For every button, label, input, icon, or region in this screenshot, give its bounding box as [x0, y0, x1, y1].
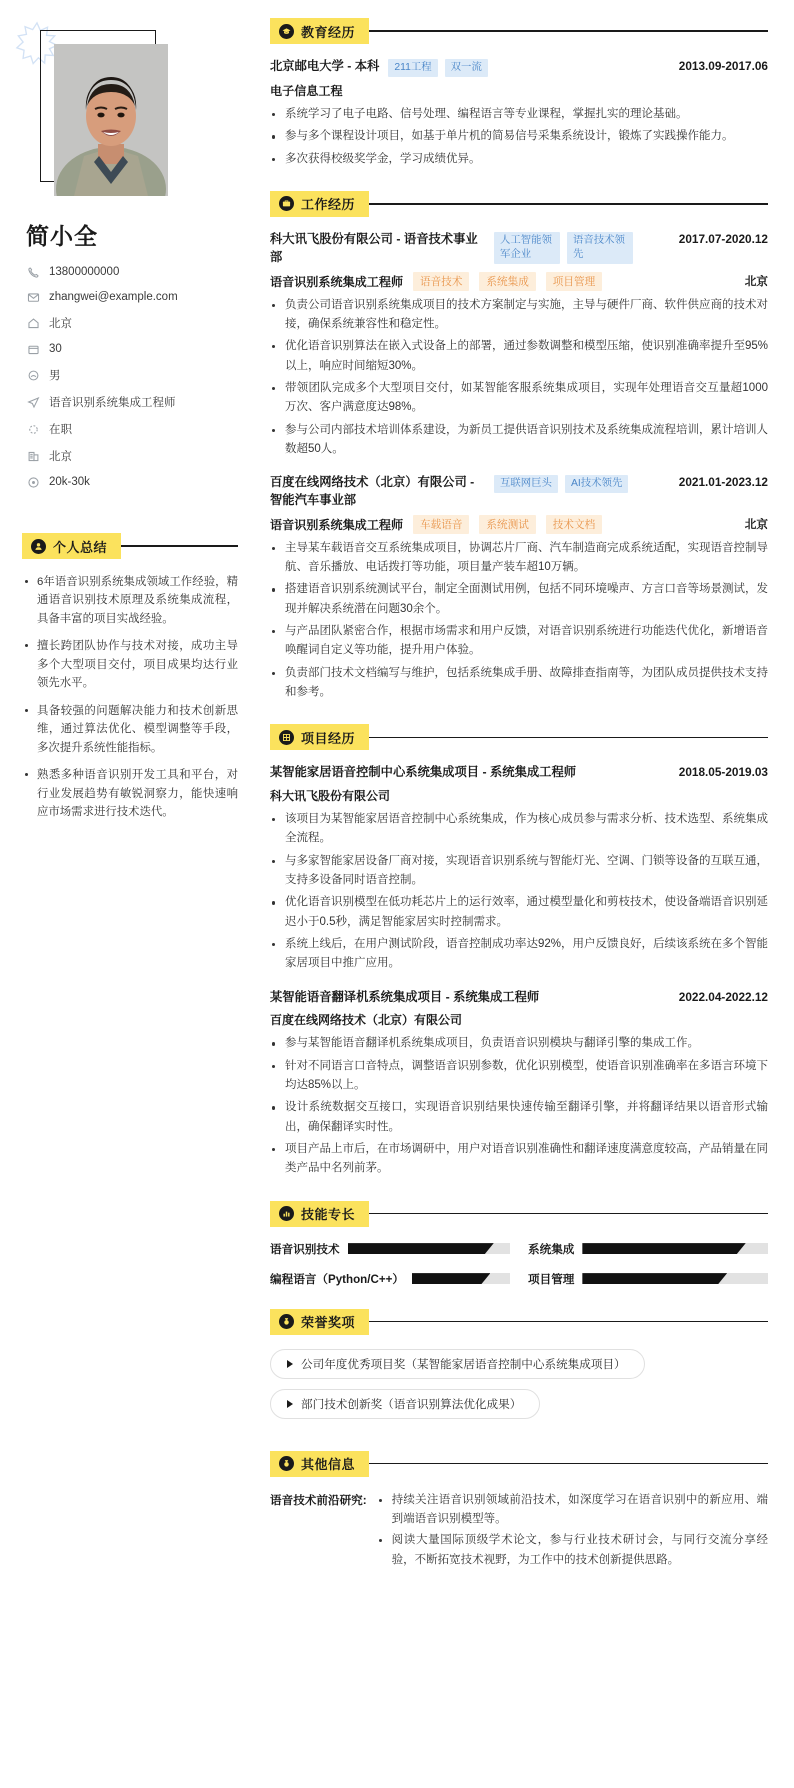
- section-header-education: [270, 18, 768, 44]
- page-title: 简小全: [26, 223, 98, 249]
- list-item: 熟悉多种语音识别开发工具和平台，对行业发展趋势有敏锐洞察力，能快速响应市场需求进行技术迭代。: [24, 766, 238, 821]
- honor-label: 部门技术创新奖（语音识别算法优化成果）: [301, 1397, 522, 1411]
- list-item: 持续关注语音识别领域前沿技术，如深度学习在语音识别中的新应用、端到端语音识别模型等。: [377, 1491, 768, 1530]
- section-projects: [270, 724, 768, 1178]
- contact-value: 北京: [49, 318, 72, 330]
- skill-bar: [582, 1243, 768, 1254]
- entry-topline: [270, 58, 768, 77]
- list-item: 擅长跨团队协作与技术对接，成功主导多个大型项目交付，项目成果均达行业领先水平。: [24, 637, 238, 692]
- tag: 互联网巨头: [494, 475, 558, 493]
- contact-value: 20k-30k: [49, 476, 90, 488]
- skill-label: 项目管理: [528, 1272, 575, 1286]
- list-item: 系统学习了电子电路、信号处理、编程语言等专业课程，掌握扎实的理论基础。: [270, 105, 768, 124]
- tag: 双一流: [445, 59, 488, 77]
- skill-bar-fill: [582, 1243, 745, 1254]
- location: 北京: [744, 275, 768, 289]
- info-icon: [279, 1456, 294, 1471]
- other-info-label: 语音技术前沿研究:: [270, 1493, 367, 1507]
- tag-group: [494, 474, 628, 493]
- contact-city: [26, 448, 238, 464]
- tag-group: [494, 231, 633, 264]
- contact-phone: [26, 265, 238, 279]
- list-item: 参与多个课程设计项目，如基于单片机的简易信号采集系统设计，锻炼了实践操作能力。: [270, 127, 768, 146]
- major-name: 电子信息工程: [270, 84, 343, 99]
- organization-name: 科大讯飞股份有限公司: [270, 789, 391, 804]
- bullet-list: [270, 296, 768, 460]
- bullet-list: [270, 539, 768, 703]
- honor-list: [270, 1349, 768, 1429]
- user-icon: [31, 539, 46, 554]
- section-title: 技能专长: [301, 1207, 356, 1223]
- section-chip: [270, 724, 369, 750]
- section-other: [270, 1451, 768, 1572]
- tag: 系统测试: [479, 515, 535, 534]
- tag: AI技术领先: [565, 475, 628, 493]
- skill-label: 语音识别技术: [270, 1242, 340, 1256]
- section-header-other: [270, 1451, 768, 1477]
- section-title: 荣誉奖项: [301, 1315, 356, 1331]
- briefcase-icon: [279, 196, 294, 211]
- bullet-list: [270, 105, 768, 169]
- main-content: [260, 0, 794, 1608]
- contact-salary: [26, 475, 238, 489]
- cap-icon: [279, 24, 294, 39]
- chart-icon: [279, 1206, 294, 1221]
- skill-bar: [412, 1273, 510, 1284]
- salary-icon: [26, 475, 40, 489]
- tag: 车载语音: [413, 515, 469, 534]
- section-header-skills: [270, 1201, 768, 1227]
- work-entry: [270, 474, 768, 702]
- organization-name: 百度在线网络技术（北京）有限公司: [270, 1013, 463, 1028]
- skill-bar: [348, 1243, 510, 1254]
- tag: 语音技术: [413, 272, 469, 291]
- section-skills: [270, 1201, 768, 1287]
- section-rule: [367, 1321, 768, 1322]
- section-chip: [270, 1451, 369, 1477]
- entry-subline: [270, 272, 768, 291]
- work-entry: [270, 231, 768, 459]
- contact-status: [26, 421, 238, 437]
- list-item: 优化语音识别算法在嵌入式设备上的部署，通过参数调整和模型压缩，使识别准确率提升至95%以上，响应时间缩短30%。: [270, 337, 768, 376]
- play-arrow-icon: [287, 1360, 293, 1368]
- sidebar: [0, 0, 260, 851]
- list-item: 与产品团队紧密合作，根据市场需求和用户反馈，对语音识别系统进行功能迭代优化，新增语音唤醒词自定义等功能，提升用户体验。: [270, 622, 768, 661]
- target-icon: [26, 395, 40, 409]
- city-icon: [26, 449, 40, 463]
- section-honors: [270, 1309, 768, 1429]
- contact-gender: [26, 367, 238, 383]
- list-item: 优化语音识别模型在低功耗芯片上的运行效率，通过模型量化和剪枝技术，使设备端语音识别延迟小于0.5秒，满足智能家居实时控制需求。: [270, 893, 768, 932]
- contact-hometown: [26, 315, 238, 331]
- section-header-work: [270, 191, 768, 217]
- list-item: 参与某智能语音翻译机系统集成项目，负责语音识别模块与翻译引擎的集成工作。: [270, 1034, 768, 1053]
- contact-value: 男: [49, 370, 61, 382]
- job-title: 语音识别系统集成工程师: [270, 517, 404, 532]
- entry-topline: [270, 989, 768, 1007]
- section-title: 工作经历: [301, 197, 356, 213]
- tag: 项目管理: [546, 272, 602, 291]
- status-icon: [26, 422, 40, 436]
- profile-photo: [54, 44, 168, 196]
- section-rule: [367, 737, 768, 738]
- section-rule: [367, 1463, 768, 1464]
- skill-bar-fill: [582, 1273, 727, 1284]
- date-range: 2013.09-2017.06: [678, 59, 768, 73]
- contact-email: [26, 290, 238, 304]
- section-rule: [367, 1213, 768, 1214]
- honor-row: [270, 1389, 768, 1429]
- skill-bar: [582, 1273, 768, 1284]
- contact-target-job: [26, 394, 238, 410]
- contact-value: 在职: [49, 424, 72, 436]
- skill-row: [528, 1241, 768, 1257]
- tag: 211工程: [388, 59, 437, 77]
- list-item: 带领团队完成多个大型项目交付，如某智能客服系统集成项目，实现年处理语音交互量超1000万次、客户满意度达98%。: [270, 379, 768, 418]
- phone-icon: [26, 265, 40, 279]
- date-range: 2018.05-2019.03: [678, 765, 768, 780]
- section-chip: [270, 1201, 369, 1227]
- skill-bar-fill: [412, 1273, 490, 1284]
- section-title: 其他信息: [301, 1457, 356, 1473]
- grid-icon: [279, 730, 294, 745]
- bullet-list: [377, 1491, 768, 1572]
- location: 北京: [744, 518, 768, 532]
- project-title: 某智能家居语音控制中心系统集成项目 - 系统集成工程师: [270, 765, 577, 780]
- organization-name: 百度在线网络技术（北京）有限公司 - 智能汽车事业部: [270, 475, 475, 507]
- section-education: [270, 18, 768, 169]
- list-item: 搭建语音识别系统测试平台，制定全面测试用例，包括不同环境噪声、方言口音等场景测试，发现并解决系统潜在问题30余个。: [270, 580, 768, 619]
- tag-group: [388, 58, 488, 77]
- avatar-block: [48, 38, 168, 196]
- contact-value: 13800000000: [49, 266, 120, 278]
- skill-label: 编程语言（Python/C++）: [270, 1272, 404, 1286]
- list-item[interactable]: [270, 1349, 645, 1379]
- organization-name: 北京邮电大学 - 本科: [270, 59, 380, 73]
- skill-row: [270, 1241, 510, 1257]
- honor-row: [270, 1349, 768, 1389]
- date-range: 2022.04-2022.12: [678, 989, 768, 1004]
- home-icon: [26, 316, 40, 330]
- list-item: 系统上线后，在用户测试阶段，语音控制成功率达92%，用户反馈良好，后续该系统在多个智能家居项目中推广应用。: [270, 935, 768, 974]
- tag: 人工智能领军企业: [494, 232, 560, 264]
- list-item: 设计系统数据交互接口，实现语音识别结果快速传输至翻译引擎，并将翻译结果以语音形式输出，确保翻译实时性。: [270, 1098, 768, 1137]
- gender-icon: [26, 368, 40, 382]
- list-item: 该项目为某智能家居语音控制中心系统集成，作为核心成员参与需求分析、技术选型、系统集成全流程。: [270, 810, 768, 849]
- section-chip: [270, 191, 369, 217]
- other-info-block: [270, 1491, 768, 1572]
- job-title: 语音识别系统集成工程师: [270, 274, 404, 289]
- tag: 语音技术领先: [567, 232, 633, 264]
- honor-label: 公司年度优秀项目奖（某智能家居语音控制中心系统集成项目）: [301, 1357, 626, 1371]
- section-header-projects: [270, 724, 768, 750]
- organization-name: 科大讯飞股份有限公司 - 语音技术事业部: [270, 231, 478, 264]
- project-entry: [270, 764, 768, 973]
- entry-topline: [270, 474, 768, 510]
- section-rule: [367, 203, 768, 204]
- list-item: 6年语音识别系统集成领域工作经验，精通语音识别技术原理及系统集成流程，具备丰富的项目实战经验。: [24, 573, 238, 628]
- section-header-summary: [22, 533, 238, 559]
- list-item[interactable]: [270, 1389, 540, 1419]
- section-chip: [270, 1309, 369, 1335]
- section-title: 个人总结: [53, 539, 108, 555]
- date-range: 2021.01-2023.12: [678, 475, 768, 490]
- date-range: 2017.07-2020.12: [678, 231, 768, 246]
- section-title: 项目经历: [301, 730, 356, 746]
- section-rule: [119, 545, 238, 546]
- education-entry: [270, 58, 768, 169]
- list-item: 负责部门技术文档编写与维护，包括系统集成手册、故障排查指南等，为团队成员提供技术支持和参考。: [270, 664, 768, 703]
- medal-icon: [279, 1314, 294, 1329]
- bullet-list: [270, 1034, 768, 1178]
- list-item: 多次获得校级奖学金，学习成绩优异。: [270, 150, 768, 169]
- entry-topline: [270, 764, 768, 782]
- list-item: 负责公司语音识别系统集成项目的技术方案制定与实施，主导与硬件厂商、软件供应商的技术对接，确保系统兼容性和稳定性。: [270, 296, 768, 335]
- section-title: 教育经历: [301, 24, 356, 40]
- contact-value: zhangwei@example.com: [49, 291, 178, 303]
- contact-list: [26, 265, 238, 489]
- list-item: 针对不同语言口音特点，调整语音识别参数，优化识别模型，使语音识别准确率在多语言环境下均达85%以上。: [270, 1057, 768, 1096]
- play-arrow-icon: [287, 1400, 293, 1408]
- list-item: 项目产品上市后，在市场调研中，用户对语音识别准确性和翻译速度满意度较高，产品销量在同类产品中名列前茅。: [270, 1140, 768, 1179]
- list-item: 参与公司内部技术培训体系建设，为新员工提供语音识别技术及系统集成流程培训，累计培训人数超50人。: [270, 421, 768, 460]
- contact-value: 北京: [49, 451, 72, 463]
- skill-bar-fill: [348, 1243, 494, 1254]
- contact-age: [26, 342, 238, 356]
- list-item: 具备较强的问题解决能力和技术创新思维，通过算法优化、模型调整等手段，多次提升系统性能指标。: [24, 702, 238, 757]
- section-rule: [367, 30, 768, 31]
- project-title: 某智能语音翻译机系统集成项目 - 系统集成工程师: [270, 989, 540, 1004]
- project-entry: [270, 989, 768, 1179]
- list-item: 阅读大量国际顶级学术论文，参与行业技术研讨会，与同行交流分享经验，不断拓宽技术视野，为工作中的技术创新提供思路。: [377, 1531, 768, 1570]
- contact-value: 语音识别系统集成工程师: [49, 397, 176, 409]
- section-chip: [270, 18, 369, 44]
- summary-list: [24, 573, 238, 822]
- email-icon: [26, 290, 40, 304]
- skill-label: 系统集成: [528, 1242, 575, 1256]
- entry-topline: [270, 231, 768, 267]
- tag: 系统集成: [479, 272, 535, 291]
- skill-row: [528, 1271, 768, 1287]
- skill-grid: [270, 1241, 768, 1287]
- bullet-list: [270, 810, 768, 974]
- section-work: [270, 191, 768, 702]
- entry-subline: [270, 515, 768, 534]
- section-header-honors: [270, 1309, 768, 1335]
- section-chip: [22, 533, 121, 559]
- list-item: 与多家智能家居设备厂商对接，实现语音识别系统与智能灯光、空调、门锁等设备的互联互通，支持多设备同时语音控制。: [270, 852, 768, 891]
- tag: 技术文档: [546, 515, 602, 534]
- calendar-icon: [26, 342, 40, 356]
- skill-row: [270, 1271, 510, 1287]
- contact-value: 30: [49, 343, 62, 355]
- list-item: 主导某车载语音交互系统集成项目，协调芯片厂商、汽车制造商完成系统适配，实现语音控制导航、音乐播放、电话拨打等功能，项目量产装车超10万辆。: [270, 539, 768, 578]
